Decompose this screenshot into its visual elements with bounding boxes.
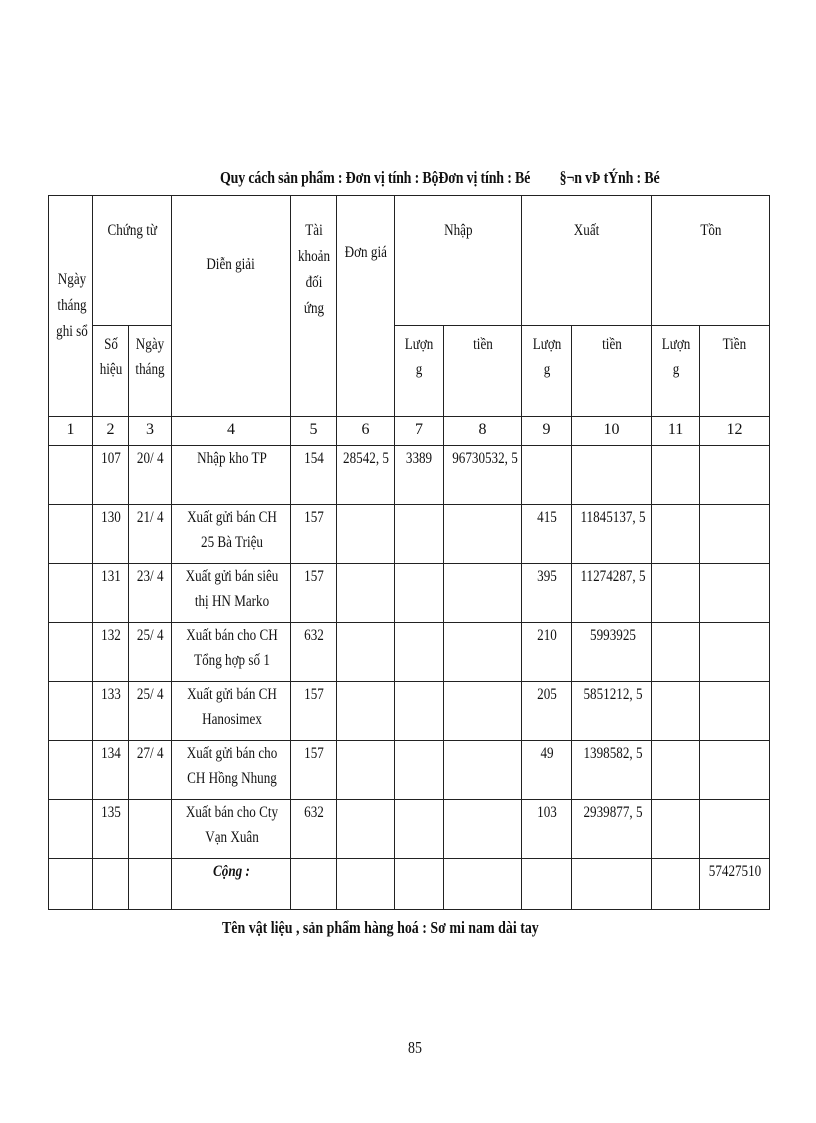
cell-import-amount [444,800,522,859]
cell-voucher-no: 135 [93,800,129,859]
cell-export-amount [572,446,652,505]
cell-description: Xuất gửi bán cho CH Hồng Nhung [172,741,291,800]
spec-text: Quy cách sản phẩm : Đơn vị tính : BộĐơn vị tính : Bé [220,168,531,187]
header-voucher: Chứng từ [93,196,172,326]
header-description: Diễn giải [172,196,291,417]
cell-account: 157 [291,505,337,564]
cell-import-amount [444,623,522,682]
header-import: Nhập [395,196,522,326]
cell-export-qty: 210 [522,623,572,682]
cell-stock-amount [700,800,770,859]
total-stock-amount: 57427510 [700,859,770,910]
cell-export-amount: 1398582, 5 [572,741,652,800]
cell-export-amount: 5993925 [572,623,652,682]
header-import-amount: tiền [444,326,522,417]
col-num: 1 [49,417,93,446]
total-label: Cộng : [172,859,291,910]
cell-import-amount [444,564,522,623]
cell-unit-price [337,564,395,623]
cell-voucher-date: 27/ 4 [129,741,172,800]
cell-stock-qty [652,505,700,564]
cell-voucher-no: 131 [93,564,129,623]
cell-voucher-no: 130 [93,505,129,564]
cell-date-recorded [49,446,93,505]
cell-stock-amount [700,741,770,800]
cell-export-qty: 395 [522,564,572,623]
cell-unit-price [337,623,395,682]
cell-account: 632 [291,623,337,682]
cell-export-amount: 5851212, 5 [572,682,652,741]
cell-date-recorded [49,741,93,800]
cell-import-qty [395,505,444,564]
cell-stock-amount [700,682,770,741]
col-num: 11 [652,417,700,446]
cell-voucher-date: 23/ 4 [129,564,172,623]
table-row [49,800,770,859]
cell-account: 154 [291,446,337,505]
header-voucher-no: Số hiệu [93,326,129,417]
header-import-qty: Lượng [395,326,444,417]
cell-description: Xuất gửi bán siêu thị HN Marko [172,564,291,623]
cell-voucher-date: 25/ 4 [129,682,172,741]
cell-import-qty [395,564,444,623]
cell-stock-amount [700,564,770,623]
cell-import-amount [444,505,522,564]
data-rows [49,446,770,859]
col-num: 7 [395,417,444,446]
cell-stock-qty [652,564,700,623]
header-row-1 [49,196,770,326]
page-number: 85 [408,1038,422,1057]
cell-voucher-date: 21/ 4 [129,505,172,564]
cell-date-recorded [49,800,93,859]
cell-account: 157 [291,682,337,741]
cell-stock-amount [700,446,770,505]
col-num: 3 [129,417,172,446]
cell-description: Xuất bán cho Cty Vạn Xuân [172,800,291,859]
cell-export-amount: 2939877, 5 [572,800,652,859]
header-export-qty: Lượng [522,326,572,417]
cell-export-amount: 11845137, 5 [572,505,652,564]
cell-unit-price: 28542, 5 [337,446,395,505]
header-row-2 [49,326,770,417]
header-date-recorded: Ngày tháng ghi sổ [49,196,93,417]
cell-import-qty: 3389 [395,446,444,505]
cell-stock-qty [652,682,700,741]
cell-import-amount: 96730532, 5 [444,446,522,505]
spec-header [220,168,679,192]
cell-export-qty: 49 [522,741,572,800]
header-export: Xuất [522,196,652,326]
cell-export-qty: 103 [522,800,572,859]
header-unit-price: Đơn giá [337,196,395,417]
header-account: Tài khoản đối ứng [291,196,337,417]
table-row [49,682,770,741]
header-export-amount: tiền [572,326,652,417]
cell-account: 157 [291,741,337,800]
cell-voucher-date: 20/ 4 [129,446,172,505]
cell-stock-qty [652,623,700,682]
cell-import-qty [395,800,444,859]
table-row [49,623,770,682]
cell-import-amount [444,682,522,741]
col-num: 8 [444,417,522,446]
col-num: 4 [172,417,291,446]
header-stock-amount: Tiền [700,326,770,417]
cell-voucher-no: 107 [93,446,129,505]
cell-account: 632 [291,800,337,859]
table-row [49,505,770,564]
header-voucher-date: Ngày tháng [129,326,172,417]
col-num: 10 [572,417,652,446]
table-row [49,446,770,505]
cell-export-qty: 205 [522,682,572,741]
cell-description: Xuất bán cho CH Tổng hợp số 1 [172,623,291,682]
cell-voucher-date [129,800,172,859]
cell-stock-amount [700,505,770,564]
cell-date-recorded [49,505,93,564]
cell-import-qty [395,623,444,682]
cell-voucher-no: 134 [93,741,129,800]
cell-unit-price [337,682,395,741]
cell-import-qty [395,741,444,800]
cell-voucher-no: 133 [93,682,129,741]
cell-unit-price [337,741,395,800]
inventory-ledger-table [48,195,770,910]
cell-export-qty [522,446,572,505]
garbled-unit-text: §¬n vÞ tÝnh : Bé [559,168,660,187]
col-num: 9 [522,417,572,446]
cell-stock-qty [652,800,700,859]
cell-voucher-no: 132 [93,623,129,682]
cell-date-recorded [49,623,93,682]
cell-export-amount: 11274287, 5 [572,564,652,623]
cell-export-qty: 415 [522,505,572,564]
header-stock-qty: Lượng [652,326,700,417]
col-num: 2 [93,417,129,446]
table-row [49,564,770,623]
total-row [49,859,770,910]
cell-unit-price [337,505,395,564]
cell-stock-amount [700,623,770,682]
cell-description: Nhập kho TP [172,446,291,505]
cell-stock-qty [652,446,700,505]
cell-date-recorded [49,564,93,623]
col-num: 12 [700,417,770,446]
cell-import-amount [444,741,522,800]
cell-account: 157 [291,564,337,623]
cell-description: Xuất gửi bán CH 25 Bà Triệu [172,505,291,564]
header-stock: Tồn [652,196,770,326]
cell-description: Xuất gửi bán CH Hanosimex [172,682,291,741]
col-num: 5 [291,417,337,446]
cell-date-recorded [49,682,93,741]
product-name: Tên vật liệu , sản phẩm hàng hoá : Sơ mi nam dài tay [222,918,539,937]
cell-unit-price [337,800,395,859]
col-num: 6 [337,417,395,446]
cell-voucher-date: 25/ 4 [129,623,172,682]
table-row [49,741,770,800]
column-number-row [49,417,770,446]
cell-stock-qty [652,741,700,800]
cell-import-qty [395,682,444,741]
